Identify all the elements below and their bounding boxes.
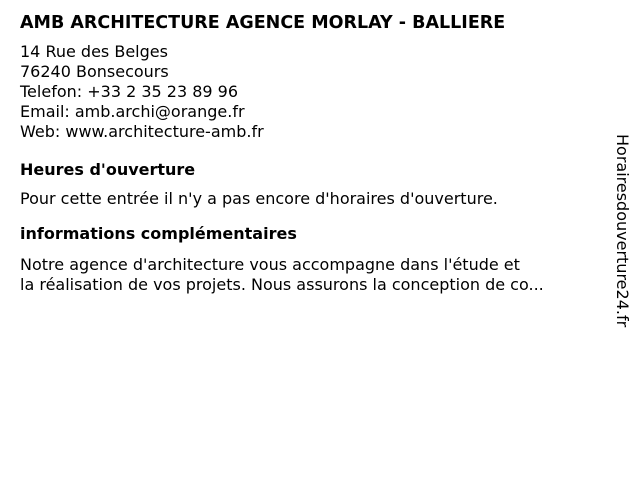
additional-info-line-1: Notre agence d'architecture vous accompagne dans l'étude et (20, 255, 520, 274)
additional-info-line-2: la réalisation de vos projets. Nous assurons la conception de co... (20, 275, 544, 294)
contact-block (20, 42, 600, 142)
street-address: 14 Rue des Belges (20, 42, 168, 61)
site-watermark: Horairesdouverture24.fr (613, 134, 632, 328)
email-address: Email: amb.archi@orange.fr (20, 102, 245, 121)
additional-info-text (20, 255, 600, 295)
additional-info-heading: informations complémentaires (20, 224, 297, 243)
business-name: AMB ARCHITECTURE AGENCE MORLAY - BALLIERE (20, 13, 506, 33)
opening-hours-heading: Heures d'ouverture (20, 160, 196, 179)
phone-number: Telefon: +33 2 35 23 89 96 (20, 82, 239, 101)
city-postcode: 76240 Bonsecours (20, 62, 169, 81)
website-address: Web: www.architecture-amb.fr (20, 122, 264, 141)
business-card (20, 10, 600, 295)
opening-hours-text: Pour cette entrée il n'y a pas encore d'horaires d'ouverture. (20, 189, 498, 208)
